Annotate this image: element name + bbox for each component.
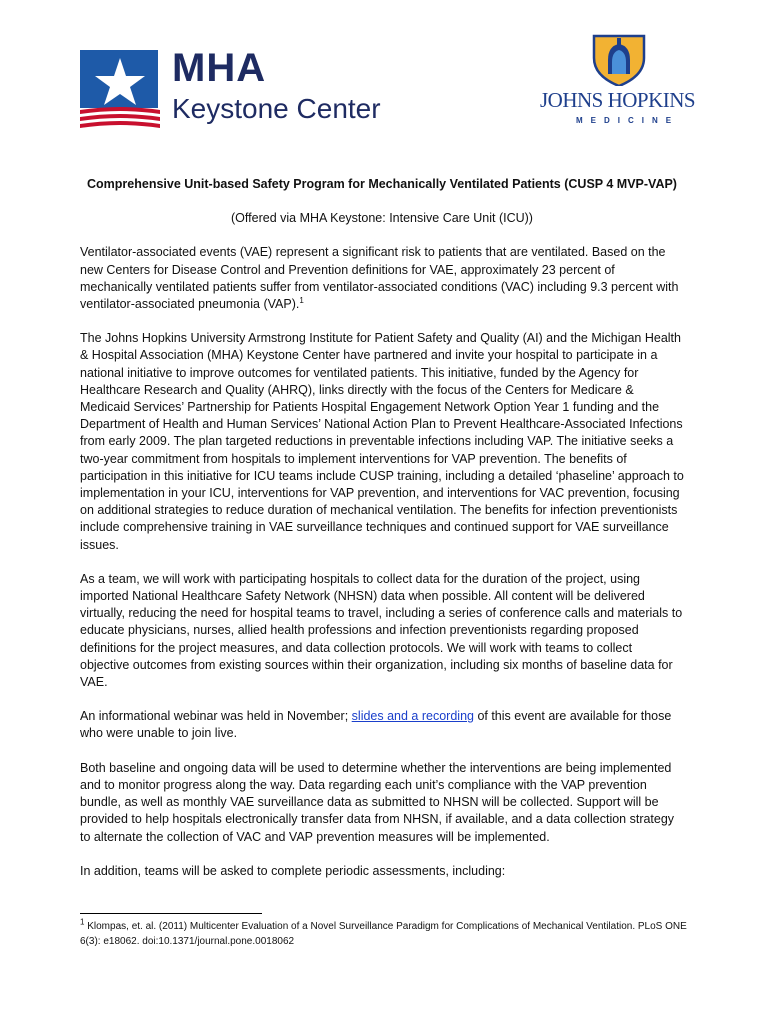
paragraph-baseline-data: Both baseline and ongoing data will be used to determine whether the interventions are being implemented and to monitor progress along the way. Data regarding each unit’s compliance with the VAP prevention bundle, as well as monthly VAE surveillance data as submitted to NHSN will be collected. Support will be provided to help hospitals electronically transfer data from NHSN, if available, and a data collection strategy to alternate the collection of VAC and VAP prevention measures will be implemented. <box>80 760 675 844</box>
paragraph-partnership: The Johns Hopkins University Armstrong Institute for Patient Safety and Quality (AI) and the Michigan Health & Hospital Association (MHA) Keystone Center have partnered and invite your hospital to participate in a national initiative to improve outcomes for ventilated patients. This initiative, funded by the Agency for Healthcare Research and Quality (AHRQ), links directly with the focus of the Centers for Medicare & Medicaid Services’ Partnership for Patients Hospital Engagement Network Option Year 1 funding and the Department of Health and Human Services’ National Action Plan to Prevent Healthcare-Associated Infections from early 2009. The plan targeted reductions in preventable infections including VAP. The initiative seeks a two-year commitment from hospitals to implement interventions for VAP prevention. The benefits of participation in this initiative for ICU teams include CUSP training, including a detailed ‘phaseline’ approach to implementation in your ICU, interventions for VAP prevention, and interventions for VAC prevention, focusing on additional strategies to reduce duration of mechanical ventilation. The benefits for infection preventionists include comprehensive training in VAE surveillance techniques and continued support for VAE surveillance issues. <box>80 331 684 552</box>
johns-hopkins-wordmark: JOHNS HOPKINS <box>540 88 696 112</box>
paragraph-assessments: In addition, teams will be asked to complete periodic assessments, including: <box>80 863 506 878</box>
document-title: Comprehensive Unit-based Safety Program for Mechanically Ventilated Patients (CUSP 4 MVP-VAP) <box>87 177 677 191</box>
slides-recording-link[interactable]: slides and a recording <box>351 709 474 724</box>
paragraph-vae-risk <box>80 244 684 313</box>
footnote <box>80 919 700 949</box>
paragraph-text: of this event are available for those who were unable to join live. <box>80 709 672 741</box>
dome-shield-icon <box>590 34 648 86</box>
document-subtitle: (Offered via MHA Keystone: Intensive Care Unit (ICU)) <box>231 211 533 226</box>
paragraph-webinar <box>80 708 684 742</box>
footnote-divider <box>80 913 262 914</box>
paragraph-text: An informational webinar was held in November; <box>80 709 352 724</box>
paragraph-text: Ventilator-associated events (VAE) represent a significant risk to patients that are ventilated. Based on the new Centers for Disease Control and Prevention definitions for VAE, approximately 23 percent of mechanically ventilated patients suffer from ventilator-associated conditions (VAC) including 9.3 percent with ventilator-associated pneumonia (VAP). <box>80 245 679 312</box>
mha-subtitle: Keystone Center <box>172 93 381 124</box>
johns-hopkins-logo <box>540 34 696 130</box>
mha-wordmark: MHA <box>172 46 267 90</box>
mha-star-flag-icon <box>80 50 162 128</box>
footnote-text: Klompas, et. al. (2011) Multicenter Evaluation of a Novel Surveillance Paradigm for Complications of Mechanical Ventilation. PLoS ONE 6(3): e18062. doi:10.1371/journal.pone.0018062 <box>80 921 687 947</box>
mha-keystone-logo <box>80 46 381 130</box>
paragraph-data-collection: As a team, we will work with participating hospitals to collect data for the duration of the project, using imported National Healthcare Safety Network (NHSN) data when possible. All content will be delivered virtually, reducing the need for hospital teams to travel, including a series of conference calls and materials to educate physicians, nurses, allied health professions and infection preventionists regarding proposed definitions for the project measures, and data collection protocols. We will work with teams to collect objective outcomes from existing sources within their organization, including six months of baseline data for VAE. <box>80 571 683 690</box>
footnote-reference: 1 <box>299 295 304 305</box>
medicine-wordmark: MEDICINE <box>576 116 680 125</box>
footnote-marker: 1 <box>80 917 85 927</box>
document-body <box>80 176 684 897</box>
